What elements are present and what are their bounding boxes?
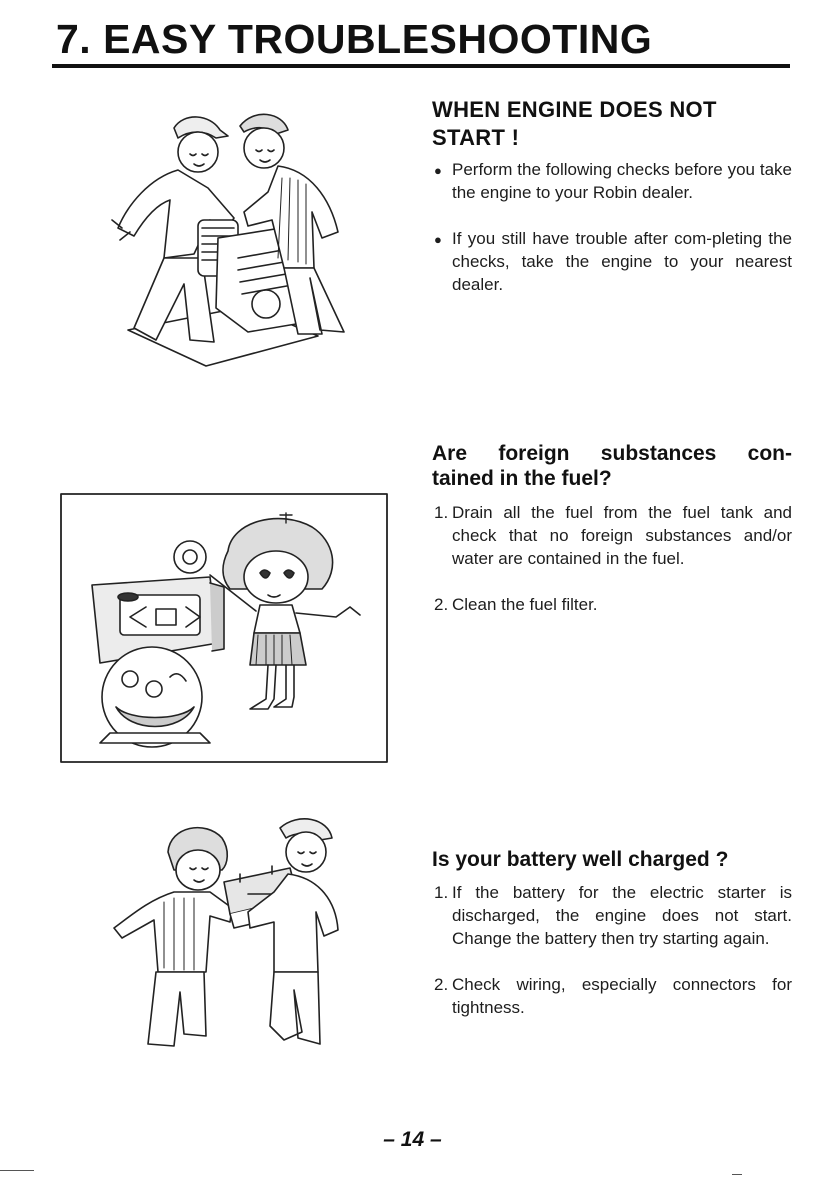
left-mechanic-legs (148, 972, 206, 1046)
list-item (432, 227, 792, 296)
section-foreign-substances (432, 441, 792, 616)
list-item (432, 158, 792, 204)
mechanics-inspecting-engine-illustration (98, 108, 370, 370)
section-heading (432, 441, 792, 491)
fuel-filter (174, 541, 206, 573)
scan-edge-mark (732, 1174, 742, 1175)
check-list (432, 501, 792, 616)
page-number: – 14 – (383, 1128, 442, 1151)
section-heading: WHEN ENGINE DOES NOT START ! (432, 97, 717, 150)
check-list (432, 881, 792, 1019)
left-mechanic-body (114, 892, 232, 972)
check-list (432, 158, 792, 296)
right-mechanic-legs (270, 972, 320, 1044)
bullet-icon: ● (434, 163, 442, 178)
list-item (432, 593, 792, 616)
page-title: 7. EASY TROUBLESHOOTING (56, 16, 653, 62)
girl-legs (250, 665, 294, 709)
list-item (432, 881, 792, 950)
list-item (432, 973, 792, 1019)
section-battery-charged (432, 847, 792, 1019)
girl-body (254, 605, 300, 633)
scan-edge-mark (0, 1170, 34, 1171)
section-heading-line-2: tained in the fuel? (432, 467, 612, 490)
girl-face (244, 551, 308, 603)
section-engine-does-not-start (432, 96, 792, 296)
item-number: 1. (434, 883, 449, 902)
left-mechanic-head (176, 850, 220, 890)
section-heading-line-1: Are foreign substances con- (432, 442, 792, 465)
girl-skirt (250, 633, 306, 665)
list-item-text: Drain all the fuel from the fuel tank and check that no foreign substances and/or water are contained in the fuel. (452, 503, 792, 568)
list-item-text: If the battery for the electric starter is discharged, the engine does not start. Change the battery then try starting again. (452, 883, 792, 948)
list-item-text: Perform the following checks before you take the engine to your Robin dealer. (452, 160, 792, 202)
list-item (432, 501, 792, 570)
item-number: 2. (434, 595, 449, 614)
section-heading: Is your battery well charged ? (432, 848, 729, 871)
list-item-text: Check wiring, especially connectors for tightness. (452, 975, 792, 1017)
list-item-text: Clean the fuel filter. (452, 595, 598, 614)
girl-holding-fuel-filter-illustration (60, 493, 388, 765)
item-number: 1. (434, 503, 449, 522)
list-item-text: If you still have trouble after com-pleting the checks, take the engine to your nearest dealer. (452, 229, 792, 294)
item-number: 2. (434, 975, 449, 994)
title-underline (52, 64, 790, 68)
mechanics-carrying-battery-illustration (98, 812, 360, 1058)
bullet-icon: ● (434, 232, 442, 247)
